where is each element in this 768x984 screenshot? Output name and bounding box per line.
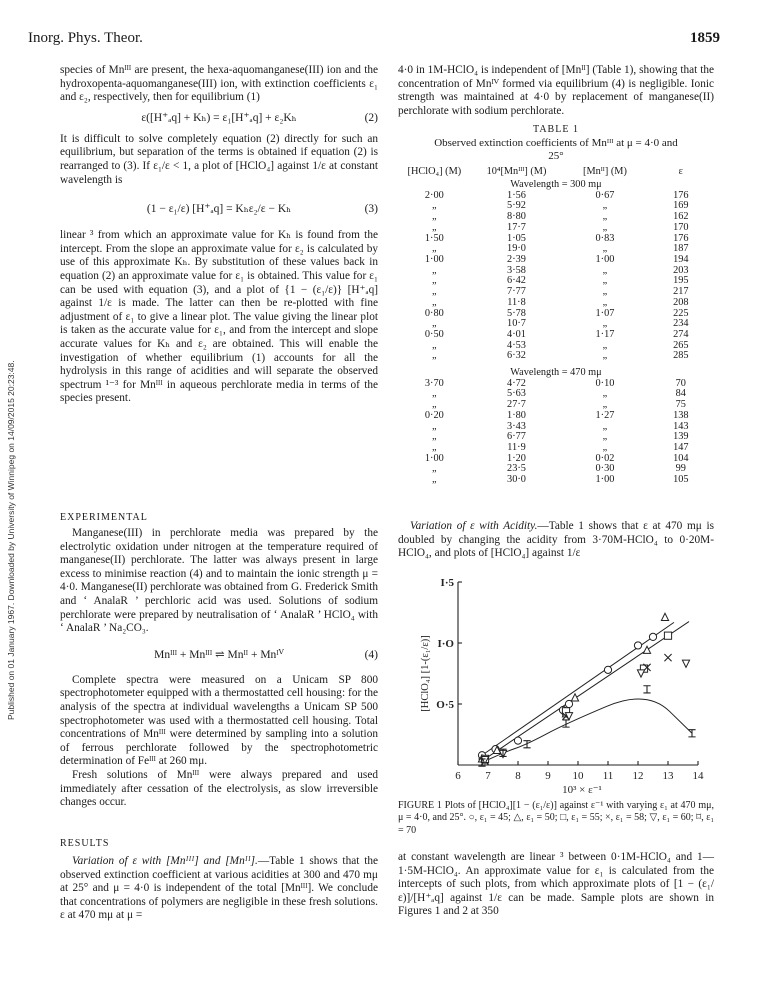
table-cell: 234: [673, 318, 689, 330]
table-cell: „: [432, 441, 437, 453]
paragraph: Variation of ε with Acidity.—Table 1 shows that ε at 470 mμ is doubled by changing the acidity from 3·70M-HClO₄ to 0·20M-HClO₄, and plots of [HClO₄] against 1/ε: [398, 520, 714, 560]
table-cell: 265: [673, 339, 689, 351]
table-cell: 75: [675, 399, 686, 411]
table-cell: 84: [675, 388, 686, 400]
y-tick-label: O·5: [436, 699, 454, 711]
paragraph: It is difficult to solve completely equation (2) directly for such an equilibrium, but separation of the terms is obtained if equation (2) is rearranged to (3). If ε₁/ε < 1, a plot of [HClO₄] against 1/ε at constant wavelength is: [60, 132, 378, 186]
table-cell: „: [602, 296, 608, 308]
table-cell: 4·01: [507, 328, 526, 340]
table-cell: 105: [673, 474, 689, 486]
table-cell: „: [602, 441, 608, 453]
left-column-lower: [60, 512, 378, 810]
data-point-circle: [634, 642, 641, 649]
table-cell: „: [602, 211, 608, 223]
table-cell: 138: [673, 409, 689, 421]
table-cell: 217: [673, 286, 689, 298]
table-row: [398, 191, 714, 202]
table-row: [398, 212, 714, 223]
table-cell: 1·50: [424, 232, 444, 244]
table-cell: 99: [675, 463, 686, 475]
table-cell: 27·7: [507, 399, 526, 411]
table-cell: „: [432, 296, 437, 308]
x-tick-label: 11: [602, 770, 614, 782]
equation-3: (1 − ε₁/ε) [H⁺ₐq] = Kₕε₂/ε − Kₕ (3): [146, 203, 378, 216]
table-cell: „: [432, 431, 437, 443]
x-tick-label: 13: [662, 770, 674, 782]
table-cell: „: [602, 350, 608, 362]
table-cell: 10⁴[Mnᴵᴵᴵ] (M): [486, 166, 547, 178]
table-cell: 0·67: [595, 189, 615, 201]
table-cell: 30·0: [507, 474, 526, 486]
left-column-results: [60, 838, 378, 923]
paragraph: at constant wavelength are linear ³ between 0·1M-HClO₄ and 1—1·5M-HClO₄. An approximate value for ε₁ is calculated from the intercepts of such plots, from which approximate plots of [1 − (ε₁/ε)]/[H⁺ₐq] against 1/ε can be made. Sample plots are shown in Figures 1 and 2 at 350: [398, 851, 714, 918]
table-cell: „: [432, 264, 437, 276]
page-number: 1859: [690, 30, 720, 46]
y-tick-label: I·O: [437, 638, 454, 650]
table-cell: 285: [673, 350, 689, 362]
fit-curve: [482, 699, 692, 763]
table-cell: 1·00: [595, 254, 615, 265]
table-row: [398, 223, 714, 234]
left-column: [60, 64, 378, 406]
table-cell: 5·92: [507, 200, 526, 212]
table-cell: „: [432, 388, 437, 400]
table-cell: 1·17: [595, 328, 615, 340]
table-cell: 1·00: [424, 452, 444, 464]
table-cell: 10·7: [507, 318, 526, 330]
table-cell: 170: [673, 221, 689, 233]
table-cell: „: [432, 243, 437, 255]
x-tick-label: 12: [632, 770, 644, 782]
table-row: [398, 379, 714, 390]
table-cell: 203: [673, 264, 689, 276]
paragraph: species of Mnᴵᴵᴵ are present, the hexa-aquomanganese(III) ion and the hydroxopenta-aquomanganese(III) ion, with extinction coefficients ε₁ and ε₂, respectively, then for equilibrium (1): [60, 64, 378, 104]
table-cell: „: [432, 200, 437, 212]
table-cell: 187: [673, 243, 689, 255]
figure-1-chart: [410, 560, 710, 795]
x-tick-label: 7: [485, 770, 491, 782]
table-cell: 2·00: [424, 189, 444, 201]
data-point-bracket: [643, 686, 650, 693]
figure-caption: FIGURE 1 Plots of [HClO₄][1 − (ε₁/ε)] against ε⁻¹ with varying ε₁ at 470 mμ, μ = 4·0, and 25°. ○, ε₁ = 45; △, ε₁ = 50; □, ε₁ = 55; ×, ε₁ = 58; ▽, ε₁ = 60; ⌑, ε₁ = 70: [398, 800, 714, 836]
table-cell: 19·0: [507, 243, 526, 255]
table-row: [398, 475, 714, 486]
table-cell: 0·80: [424, 307, 444, 319]
table-cell: 6·32: [507, 350, 526, 362]
table-cell: 11·9: [507, 441, 526, 453]
x-tick-label: 8: [515, 770, 521, 782]
table-cell: 0·50: [424, 328, 444, 340]
table-row: [398, 298, 714, 309]
table-cell: „: [432, 350, 437, 362]
table-cell: „: [602, 431, 608, 443]
table-row: [398, 411, 714, 422]
table-row: [398, 464, 714, 475]
table-cell: 104: [673, 452, 689, 464]
table-cell: „: [432, 474, 437, 486]
fit-line: [482, 622, 674, 755]
section-heading-results: RESULTS: [60, 838, 110, 849]
equation-2: ε([H⁺ₐq] + Kₕ) = ε₁[H⁺ₐq] + ε₂Kₕ (2): [141, 111, 378, 124]
x-tick-label: 10: [572, 770, 584, 782]
data-point-square: [664, 632, 671, 639]
data-point-triangle: [643, 646, 650, 653]
table-cell: 8·80: [507, 211, 526, 223]
section-heading-experimental: EXPERIMENTAL: [60, 512, 148, 523]
table-cell: „: [602, 275, 608, 287]
table-row: [398, 443, 714, 454]
data-table: [398, 167, 714, 485]
table-cell: „: [602, 399, 608, 411]
y-tick-label: I·5: [440, 577, 454, 589]
table-cell: 0·30: [595, 463, 615, 475]
table-cell: 2·39: [507, 254, 526, 265]
table-cell: „: [432, 211, 437, 223]
table-cell: 6·77: [507, 431, 526, 443]
right-column-mid: [398, 520, 714, 561]
table-cell: „: [602, 221, 608, 233]
table-row: [398, 454, 714, 465]
table-row: [398, 432, 714, 443]
table-row: [398, 266, 714, 277]
table-cell: 3·43: [507, 420, 526, 432]
table-cell: 1·20: [507, 452, 526, 464]
table-cell: „: [432, 318, 437, 330]
equation-4: Mnᴵᴵᴵ + Mnᴵᴵᴵ ⇌ Mnᴵᴵ + Mnᴵⱽ (4): [154, 648, 378, 661]
table-cell: „: [602, 286, 608, 298]
table-cell: 162: [673, 211, 689, 223]
paragraph: Variation of ε with [Mnᴵᴵᴵ] and [Mnᴵᴵ].—Table 1 shows that the observed extinction coefficient at various acidities at 300 and 470 mμ at 25° and μ = 4·0 is independent of the total [Mnᴵᴵᴵ]. We conclude that concentrations of polymers are negligible in these fresh solutions. ε at 470 mμ at μ =: [60, 855, 378, 922]
table-cell: 0·02: [595, 452, 615, 464]
table-row: [398, 341, 714, 352]
table-label: TABLE 1: [533, 124, 579, 136]
y-axis-label: [HClO₄] [1-(ε₁/ε)]: [420, 635, 431, 712]
data-point-circle: [604, 666, 611, 673]
table-cell: „: [432, 286, 437, 298]
table-cell: 194: [673, 254, 689, 265]
table-cell: „: [602, 200, 608, 212]
table-cell: ε: [678, 166, 683, 178]
table-cell: „: [432, 275, 437, 287]
table-cell: 208: [673, 296, 689, 308]
data-point-cross: [664, 654, 671, 661]
table-cell: „: [602, 420, 608, 432]
table-cell: 70: [675, 377, 686, 389]
table-cell: 3·58: [507, 264, 526, 276]
paragraph: linear ³ from which an approximate value for Kₕ is found from the intercept. From the slope an approximate value for ε₂ is calculated by use of this approximate Kₕ. By substitution of these values back in equation (2) an approximate value for ε₁ is obtained. This value for ε₁ can be used with equation (3), and a plot of {1 − (ε₁/ε)} [H⁺ₐq] against 1/ε is made. The latter can then be re-plotted with fine adjustment of ε₁ to give a linear plot. The value giving the linear plot is taken as the accurate value for ε₁, and from the intercept and slope accurate values for Kₕ and ε₂ are obtained. This will enable the investigation of whether equilibrium (1) accounts for all the hydrolysis in this range of acidities and will separate the observed spectrum ¹⁻³ for Mnᴵᴵᴵ in aqueous perchlorate media in terms of the species present.: [60, 229, 378, 405]
paragraph: Fresh solutions of Mnᴵᴵᴵ were always prepared and used immediately after cessation of the electrolysis, as slow irreversible changes occur.: [60, 768, 378, 809]
paragraph: Manganese(III) in perchlorate media was prepared by the electrolytic oxidation under nitrogen at the temperature required of manganese(II) perchlorate. The latter was always present in large excess to minimise reaction (4) and to maintain the ionic strength μ = 4·0. Manganese(II) perchlorate was obtained from G. Frederick Smith and ‘ AnalaR ’ perchloric acid was used. Solutions of sodium perchlorate were prepared by neutralisation of ‘ AnalaR ’ HClO₄ with ‘ AnalaR ’ Na₂CO₃.: [60, 527, 378, 635]
table-cell: 4·53: [507, 339, 526, 351]
table-cell: „: [602, 339, 608, 351]
table-cell: 1·00: [595, 474, 615, 486]
download-watermark: Published on 01 January 1967. Downloaded by University of Winnipeg on 14/09/2015 20:23:48.: [6, 360, 16, 720]
table-cell: 143: [673, 420, 689, 432]
table-cell: 4·72: [507, 377, 526, 389]
right-column: [398, 64, 714, 486]
table-cell: 225: [673, 307, 689, 319]
table-cell: 147: [673, 441, 689, 453]
table-row: [398, 330, 714, 341]
table-row: [398, 351, 714, 362]
table-row: [398, 255, 714, 266]
right-column-lower: [398, 851, 714, 919]
table-cell: „: [602, 318, 608, 330]
table-cell: 5·63: [507, 388, 526, 400]
table-cell: 23·5: [507, 463, 526, 475]
x-tick-label: 14: [692, 770, 704, 782]
data-point-triangle: [661, 613, 668, 620]
table-cell: „: [432, 420, 437, 432]
x-tick-label: 9: [545, 770, 551, 782]
table-cell: 11·8: [507, 296, 526, 308]
table-cell: „: [432, 399, 437, 411]
table-cell: 139: [673, 431, 689, 443]
paragraph: 4·0 in 1M-HClO₄ is independent of [Mnᴵᴵ] (Table 1), showing that the concentration of Mnᴵⱽ formed via equilibrium (4) is negligible. Ionic strength was maintained at 4·0 by replacement of manganese(II) perchlorate with sodium perchlorate.: [398, 64, 714, 117]
data-point-circle: [514, 737, 521, 744]
wavelength-subheading: Wavelength = 300 mμ: [510, 179, 602, 191]
table-cell: 0·10: [595, 377, 615, 389]
x-tick-label: 6: [455, 770, 461, 782]
table-cell: [HClO₄] (M): [407, 166, 462, 178]
table-cell: 5·78: [507, 307, 526, 319]
table-cell: „: [602, 243, 608, 255]
table-cell: 6·42: [507, 275, 526, 287]
table-row: [398, 234, 714, 245]
table-row: [398, 201, 714, 212]
table-row: [398, 400, 714, 411]
data-point-inverted-triangle: [637, 670, 644, 677]
data-point-triangle: [571, 694, 578, 701]
table-cell: 274: [673, 328, 689, 340]
table-cell: 176: [673, 189, 689, 201]
table-cell: 1·00: [424, 254, 444, 265]
table-cell: 0·83: [595, 232, 615, 244]
table-cell: 1·05: [507, 232, 526, 244]
table-cell: 17·7: [507, 221, 526, 233]
table-cell: „: [602, 264, 608, 276]
table-cell: [Mnᴵᴵ] (M): [583, 166, 627, 178]
data-point-inverted-triangle: [682, 660, 689, 667]
wavelength-subheading: Wavelength = 470 mμ: [510, 367, 602, 379]
x-axis-label: 10³ × ε⁻¹: [562, 784, 602, 795]
paragraph: Complete spectra were measured on a Unicam SP 800 spectrophotometer equipped with a thermostatted cell housing: for the analysis of the spectra at individual wavelengths a Unicam SP 500 spectrophotometer was used with a thermostatted cell housing. Total concentrations of Mnᴵᴵᴵ were determined by sampling into a solution of ferrous perchlorate followed by the spectrophotometric determination of Feᴵᴵᴵ at 260 mμ.: [60, 673, 378, 768]
table-row: [398, 422, 714, 433]
table-cell: 195: [673, 275, 689, 287]
table-row: [398, 319, 714, 330]
table-row: [398, 244, 714, 255]
table-cell: 1·80: [507, 409, 526, 421]
table-cell: „: [602, 388, 608, 400]
table-cell: 3·70: [424, 377, 444, 389]
table-row: [398, 309, 714, 320]
table-cell: „: [432, 339, 437, 351]
table-cell: 0·20: [424, 409, 444, 421]
data-point-circle: [649, 633, 656, 640]
table-cell: 169: [673, 200, 689, 212]
table-cell: 1·56: [507, 189, 526, 201]
table-cell: 176: [673, 232, 689, 244]
table-row: [398, 276, 714, 287]
table-cell: 7·77: [507, 286, 526, 298]
running-header-left: Inorg. Phys. Theor.: [28, 30, 143, 46]
table-row: [398, 287, 714, 298]
table-title: Observed extinction coefficients of Mnᴵᴵᴵ at μ = 4·0 and 25°: [434, 137, 678, 163]
table-cell: „: [432, 463, 437, 475]
table-row: [398, 389, 714, 400]
table-cell: 1·07: [595, 307, 615, 319]
table-cell: 1·27: [595, 409, 615, 421]
table-cell: „: [432, 221, 437, 233]
